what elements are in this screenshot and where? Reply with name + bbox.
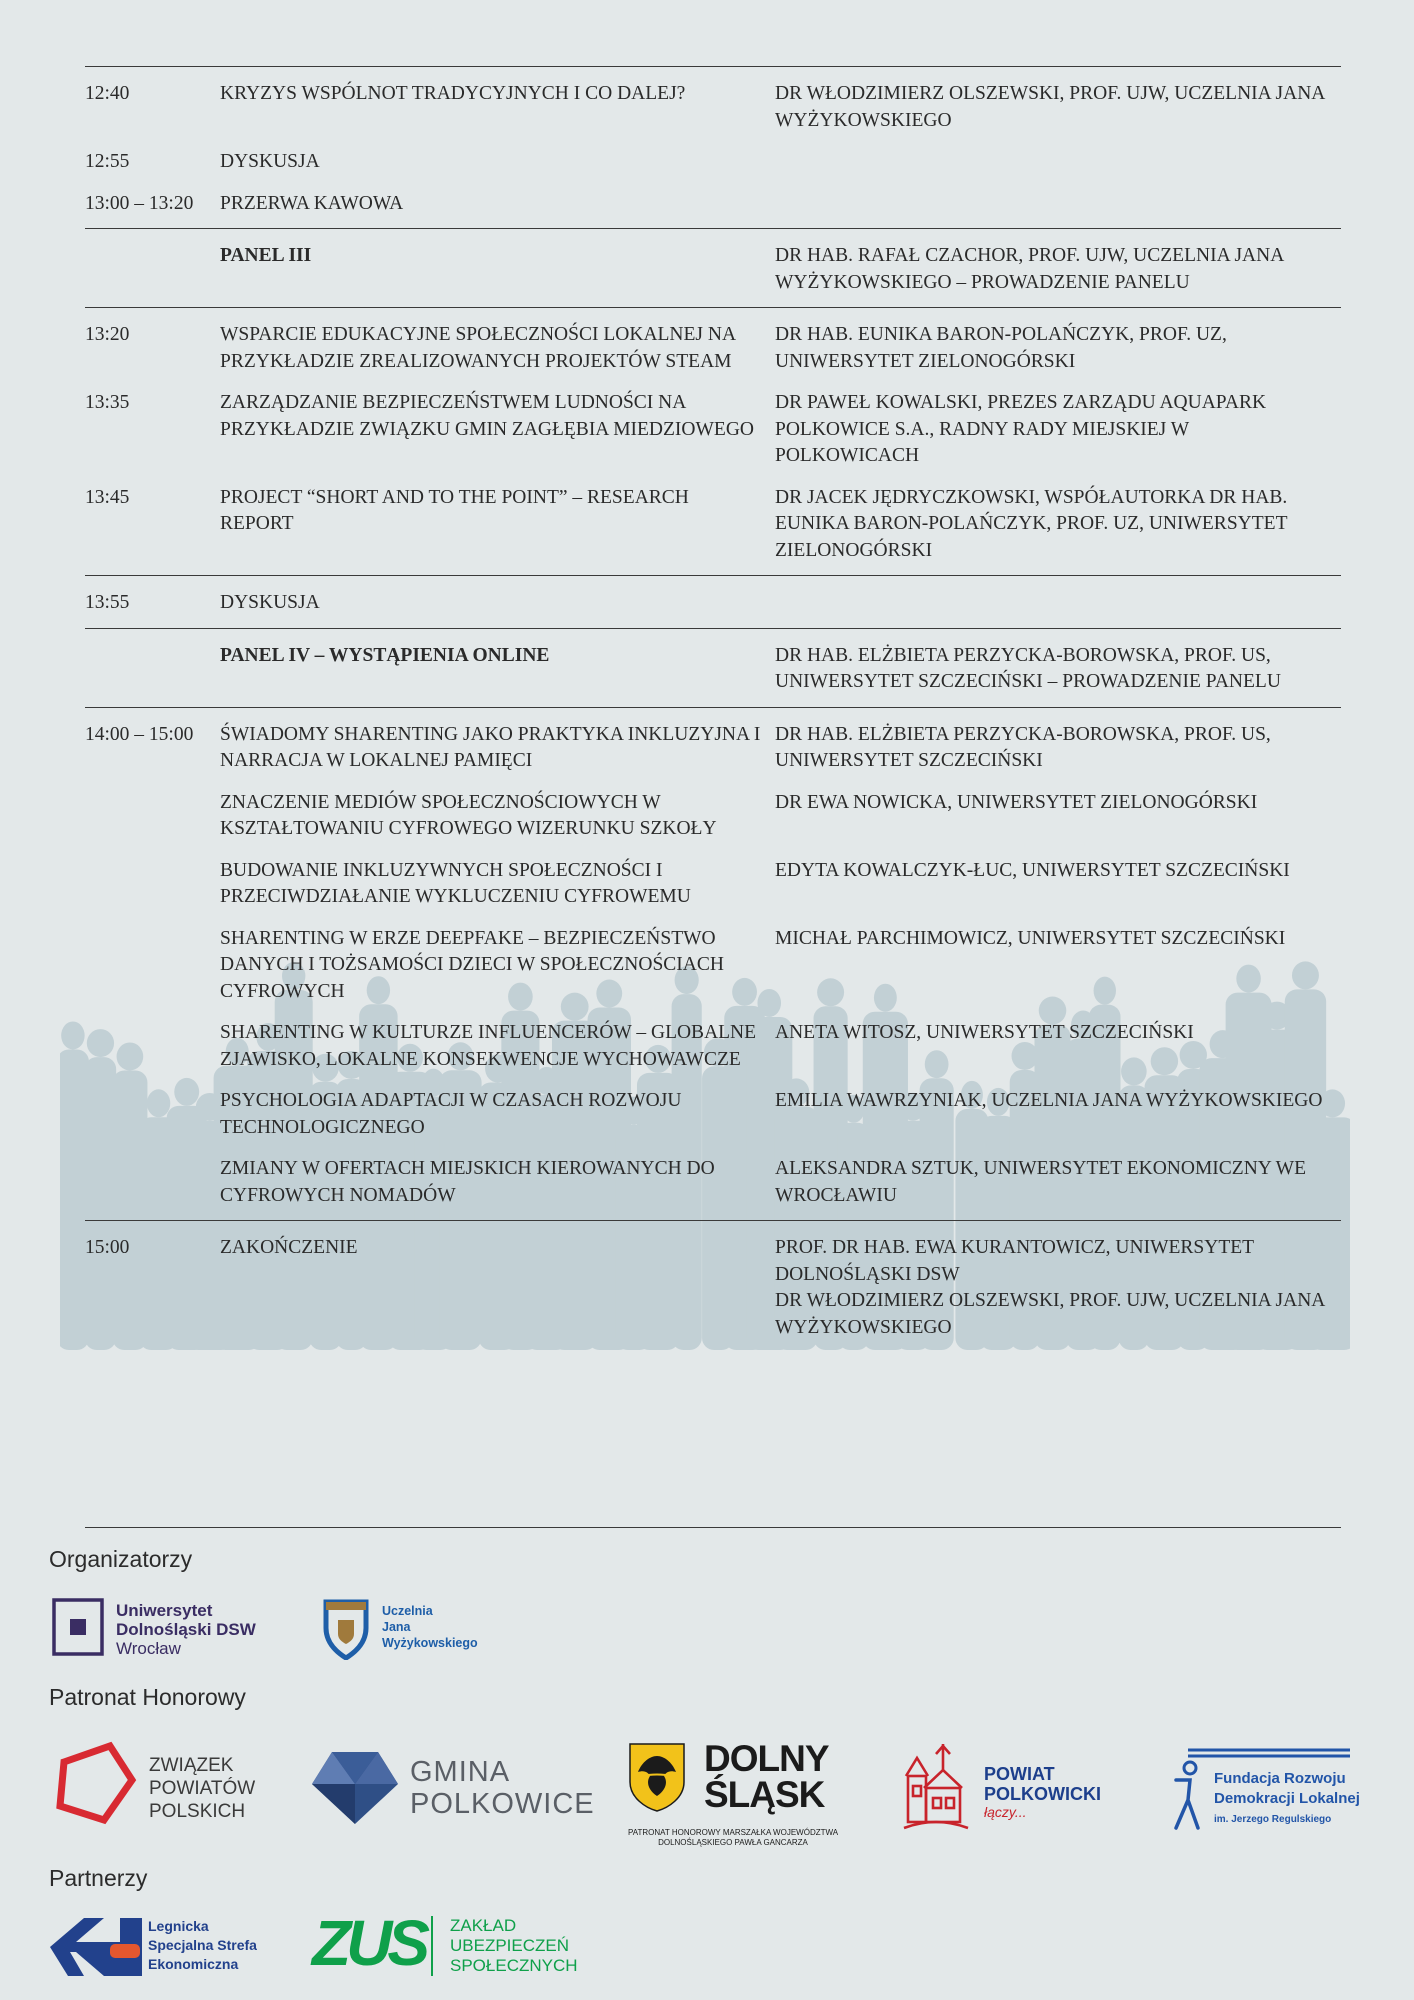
schedule-row (85, 628, 1341, 707)
dolny-note1: PATRONAT HONOROWY MARSZAŁKA WOJEWÓDZTWA (628, 1828, 839, 1837)
schedule-time (85, 1156, 220, 1209)
schedule-table (85, 66, 1341, 1352)
schedule-speaker: ANETA WITOSZ, UNIWERSYTET SZCZECIŃSKI (775, 1022, 1194, 1043)
patronage-heading: Patronat Honorowy (49, 1684, 246, 1710)
lsse-logo (48, 1914, 278, 1980)
schedule-time: 13:00 – 13:20 (85, 192, 194, 214)
gmina-line1: GMINA (410, 1756, 511, 1788)
schedule-time (85, 243, 220, 296)
schedule-speaker (775, 191, 1341, 218)
schedule-topic: ZARZĄDZANIE BEZPIECZEŃSTWEM LUDNOŚCI NA PRZYKŁADZIE ZWIĄZKU GMIN ZAGŁĘBIA MIEDZIOWEGO (220, 392, 754, 440)
powiat-polkowicki-logo (900, 1740, 1120, 1835)
ujw-line2: Jana (382, 1620, 411, 1634)
schedule-row (85, 386, 1341, 481)
schedule-topic: DYSKUSJA (220, 151, 320, 172)
schedule-topic: PANEL III (220, 245, 312, 266)
schedule-time: 14:00 – 15:00 (85, 723, 194, 745)
powiat-line2: POLKOWICKI (984, 1784, 1101, 1804)
dsw-emblem-icon (52, 1598, 104, 1656)
schedule-row (85, 854, 1341, 922)
lsse-line3: Ekonomiczna (148, 1956, 239, 1972)
schedule-speaker: DR JACEK JĘDRYCZKOWSKI, WSPÓŁAUTORKA DR HAB. EUNIKA BARON-POLAŃCZYK, PROF. UZ, UNIWERSYTET ZIELONOGÓRSKI (775, 486, 1288, 561)
gmina-line2: POLKOWICE (410, 1788, 595, 1820)
schedule-time: 13:55 (85, 592, 130, 613)
lsse-arrow-icon (48, 1914, 144, 1980)
schedule-time: 12:55 (85, 151, 130, 172)
organizers-heading: Organizatorzy (49, 1546, 193, 1572)
schedule-topic: ŚWIADOMY SHARENTING JAKO PRAKTYKA INKLUZYJNA I NARRACJA W LOKALNEJ PAMIĘCI (220, 723, 761, 771)
dolny-note2: DOLNOŚLĄSKIEGO PAWŁA GANCARZA (658, 1838, 808, 1847)
silhouette-head (61, 1021, 84, 1049)
frdl-logo (1168, 1746, 1390, 1836)
schedule-speaker: DR PAWEŁ KOWALSKI, PREZES ZARZĄDU AQUAPARK POLKOWICE S.A., RADNY RADY MIEJSKIEJ W POLKOWICACH (775, 392, 1267, 466)
schedule-speaker: DR EWA NOWICKA, UNIWERSYTET ZIELONOGÓRSKI (775, 791, 1258, 813)
table-bottom-rule (85, 1527, 1341, 1528)
schedule-row (85, 1016, 1341, 1084)
schedule-row (85, 922, 1341, 1017)
schedule-time: 15:00 (85, 1237, 130, 1258)
schedule-time: 13:20 (85, 324, 130, 345)
lsse-line2: Specjalna Strefa (148, 1937, 257, 1953)
dolny-line2: ŚLĄSK (704, 1774, 825, 1815)
gmina-crystal-icon (310, 1748, 400, 1826)
schedule-time (85, 643, 220, 696)
schedule-speaker: DR HAB. EUNIKA BARON-POLAŃCZYK, PROF. UZ, UNIWERSYTET ZIELONOGÓRSKI (775, 324, 1227, 372)
schedule-speaker (775, 590, 1341, 617)
schedule-topic: ZMIANY W OFERTACH MIEJSKICH KIEROWANYCH DO CYFROWYCH NOMADÓW (220, 1158, 715, 1206)
schedule-row (85, 1152, 1341, 1220)
ujw-shield-icon (322, 1598, 370, 1660)
schedule-topic: KRYZYS WSPÓLNOT TRADYCYJNYCH I CO DALEJ? (220, 83, 686, 104)
zpp-logo (52, 1740, 272, 1830)
schedule-row (85, 66, 1341, 145)
schedule-topic: WSPARCIE EDUKACYJNE SPOŁECZNOŚCI LOKALNEJ NA PRZYKŁADZIE ZREALIZOWANYCH PROJEKTÓW STEAM (220, 324, 735, 372)
frdl-line1: Fundacja Rozwoju (1214, 1770, 1346, 1787)
schedule-topic: PROJECT “SHORT AND TO THE POINT” – RESEARCH REPORT (220, 486, 689, 534)
schedule-speaker: DR HAB. ELŻBIETA PERZYCKA-BOROWSKA, PROF. US, UNIWERSYTET SZCZECIŃSKI (775, 723, 1271, 771)
schedule-topic: ZNACZENIE MEDIÓW SPOŁECZNOŚCIOWYCH W KSZTAŁTOWANIU CYFROWEGO WIZERUNKU SZKOŁY (220, 791, 717, 839)
schedule-time (85, 1088, 220, 1141)
zus-logo (312, 1907, 592, 1980)
schedule-row (85, 228, 1341, 307)
lsse-line1: Legnicka (148, 1918, 209, 1934)
dsw-logo (52, 1598, 292, 1658)
schedule-speaker: EDYTA KOWALCZYK-ŁUC, UNIWERSYTET SZCZECIŃSKI (775, 859, 1290, 881)
zus-line2: UBEZPIECZEŃ (450, 1936, 570, 1955)
ujw-line3: Wyżykowskiego (382, 1636, 478, 1650)
partners-heading: Partnerzy (49, 1865, 148, 1891)
schedule-speaker: PROF. DR HAB. EWA KURANTOWICZ, UNIWERSYTET DOLNOŚLĄSKI DSW DR WŁODZIMIERZ OLSZEWSKI, PROF. UJW, UCZELNIA JANA WYŻYKOWSKIEGO (775, 1237, 1325, 1338)
schedule-time (85, 926, 220, 1006)
schedule-row (85, 575, 1341, 628)
zpp-line2: POWIATÓW (149, 1778, 256, 1799)
dsw-line1: Uniwersytet (116, 1601, 213, 1620)
schedule-time (85, 1020, 220, 1073)
schedule-topic: SHARENTING W KULTURZE INFLUENCERÓW – GLOBALNE ZJAWISKO, LOKALNE KONSEKWENCJE WYCHOWAWCZE (220, 1022, 757, 1070)
schedule-row (85, 187, 1341, 229)
zus-line3: SPOŁECZNYCH (450, 1956, 578, 1975)
schedule-topic: ZAKOŃCZENIE (220, 1237, 358, 1258)
zpp-pentagon-icon (52, 1740, 138, 1826)
schedule-row (85, 1220, 1341, 1352)
frdl-line2: Demokracji Lokalnej (1214, 1790, 1360, 1807)
schedule-time: 13:45 (85, 486, 130, 508)
schedule-time: 12:40 (85, 83, 130, 104)
schedule-time (85, 790, 220, 843)
zpp-line3: POLSKICH (149, 1801, 246, 1822)
dolny-line1: DOLNY (704, 1738, 829, 1779)
schedule-row (85, 145, 1341, 187)
schedule-speaker: DR HAB. ELŻBIETA PERZYCKA-BOROWSKA, PROF. US, UNIWERSYTET SZCZECIŃSKI – PROWADZENIE PANELU (775, 644, 1281, 692)
schedule-topic: PANEL IV – WYSTĄPIENIA ONLINE (220, 644, 550, 666)
zus-mark: ZUS (312, 1907, 425, 1979)
schedule-speaker: DR HAB. RAFAŁ CZACHOR, PROF. UJW, UCZELNIA JANA WYŻYKOWSKIEGO – PROWADZENIE PANELU (775, 245, 1284, 293)
schedule-row (85, 707, 1341, 786)
ujw-logo (322, 1598, 502, 1660)
schedule-speaker: MICHAŁ PARCHIMOWICZ, UNIWERSYTET SZCZECIŃSKI (775, 927, 1286, 949)
frdl-line3: im. Jerzego Regulskiego (1214, 1814, 1332, 1825)
powiat-line1: POWIAT (984, 1764, 1055, 1784)
zpp-line1: ZWIĄZEK (149, 1755, 234, 1776)
dsw-line3: Wrocław (116, 1639, 181, 1658)
schedule-time: 13:35 (85, 392, 130, 413)
dolny-slask-eagle-icon (628, 1742, 686, 1812)
schedule-speaker: DR WŁODZIMIERZ OLSZEWSKI, PROF. UJW, UCZELNIA JANA WYŻYKOWSKIEGO (775, 83, 1325, 131)
gmina-polkowice-logo (310, 1748, 595, 1828)
schedule-speaker: EMILIA WAWRZYNIAK, UCZELNIA JANA WYŻYKOWSKIEGO (775, 1090, 1323, 1111)
schedule-row (85, 307, 1341, 386)
schedule-speaker: ALEKSANDRA SZTUK, UNIWERSYTET EKONOMICZNY WE WROCŁAWIU (775, 1158, 1306, 1206)
powiat-town-icon (900, 1740, 972, 1834)
zus-line1: ZAKŁAD (450, 1916, 517, 1935)
schedule-topic: PRZERWA KAWOWA (220, 192, 404, 214)
schedule-topic: DYSKUSJA (220, 592, 320, 613)
schedule-topic: PSYCHOLOGIA ADAPTACJI W CZASACH ROZWOJU TECHNOLOGICZNEGO (220, 1090, 682, 1138)
schedule-topic: BUDOWANIE INKLUZYWNYCH SPOŁECZNOŚCI I PRZECIWDZIAŁANIE WYKLUCZENIU CYFROWEMU (220, 859, 691, 907)
schedule-speaker (775, 149, 1341, 176)
zus-divider (431, 1916, 433, 1976)
powiat-line3: łączy... (984, 1804, 1027, 1820)
schedule-time (85, 858, 220, 911)
dolny-slask-logo (628, 1738, 868, 1852)
ujw-line1: Uczelnia (382, 1604, 433, 1618)
schedule-topic: SHARENTING W ERZE DEEPFAKE – BEZPIECZEŃSTWO DANYCH I TOŻSAMOŚCI DZIECI W SPOŁECZNOŚCIACH CYFROWYCH (220, 927, 724, 1002)
schedule-row (85, 786, 1341, 854)
schedule-row (85, 481, 1341, 576)
dsw-line2: Dolnośląski DSW (116, 1620, 256, 1639)
schedule-row (85, 1084, 1341, 1152)
